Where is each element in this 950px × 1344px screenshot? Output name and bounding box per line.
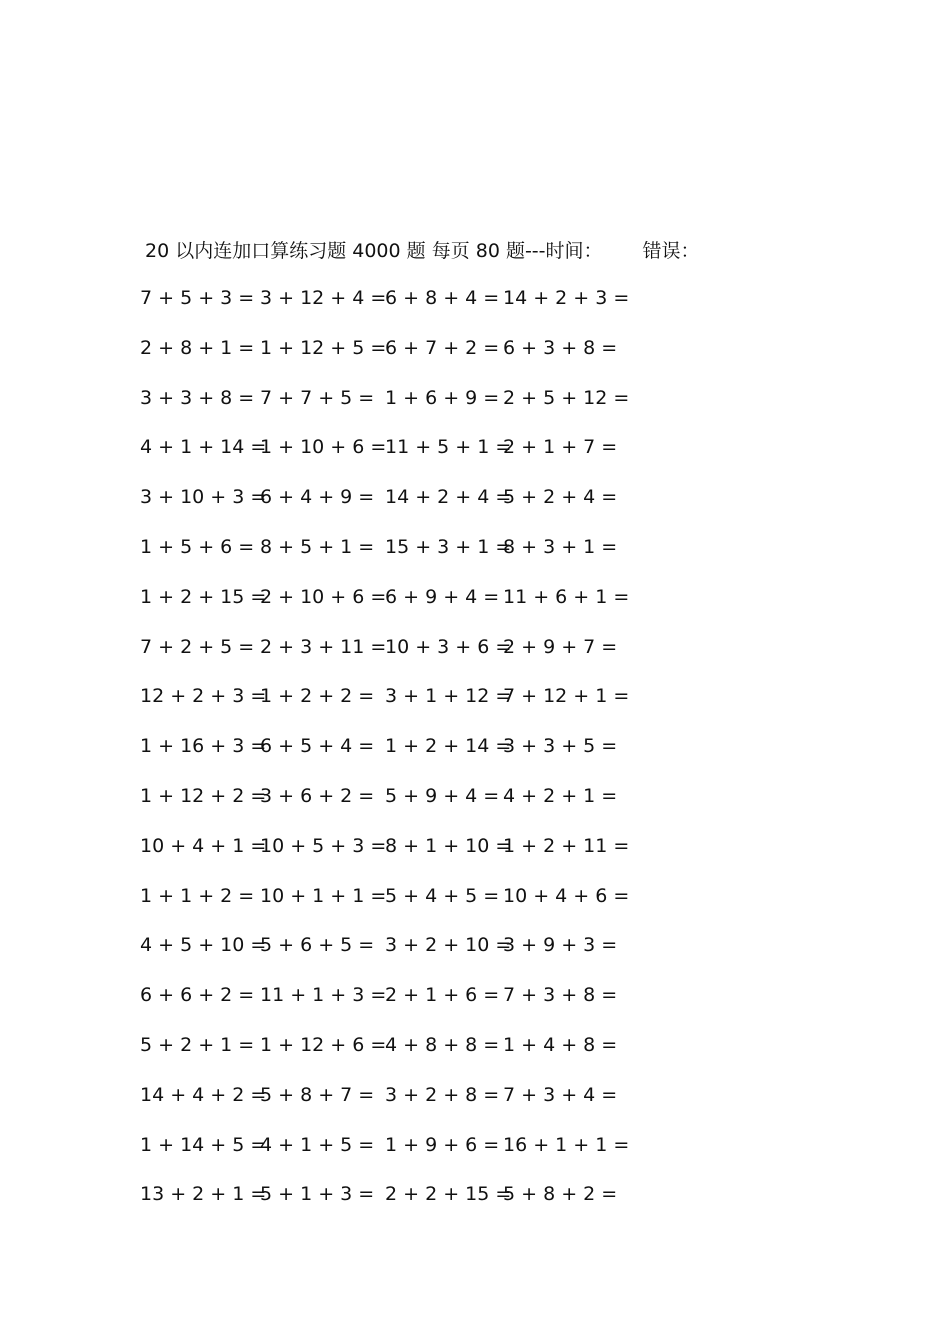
problem-item: 11 + 5 + 1 = [385, 436, 512, 459]
problem-item: 7 + 7 + 5 = [260, 386, 375, 409]
problem-item: 4 + 8 + 8 = [385, 1033, 500, 1056]
problem-item: 1 + 1 + 2 = [140, 884, 255, 907]
problem-item: 2 + 1 + 7 = [503, 436, 618, 459]
problem-item: 6 + 6 + 2 = [140, 984, 255, 1007]
problem-item: 2 + 8 + 1 = [140, 336, 255, 359]
problem-item: 2 + 9 + 7 = [503, 635, 618, 658]
problem-item: 3 + 10 + 3 = [140, 486, 267, 509]
problem-item: 5 + 1 + 3 = [260, 1183, 375, 1206]
problem-item: 8 + 5 + 1 = [260, 535, 375, 558]
problem-item: 5 + 8 + 7 = [260, 1083, 375, 1106]
problem-item: 14 + 4 + 2 = [140, 1083, 267, 1106]
problem-row [140, 285, 640, 335]
problem-row [140, 534, 640, 584]
problem-row [140, 1181, 640, 1231]
problem-item: 11 + 1 + 3 = [260, 984, 387, 1007]
problem-item: 6 + 4 + 9 = [260, 486, 375, 509]
problem-item: 2 + 2 + 15 = [385, 1183, 512, 1206]
problem-item: 1 + 12 + 5 = [260, 336, 387, 359]
problem-item: 10 + 4 + 6 = [503, 884, 630, 907]
problem-item: 4 + 5 + 10 = [140, 934, 267, 957]
problem-row [140, 783, 640, 833]
problem-item: 5 + 9 + 4 = [385, 784, 500, 807]
problem-item: 7 + 3 + 8 = [503, 984, 618, 1007]
problem-item: 7 + 12 + 1 = [503, 685, 630, 708]
problem-item: 8 + 1 + 10 = [385, 834, 512, 857]
problem-item: 16 + 1 + 1 = [503, 1133, 630, 1156]
problem-item: 6 + 8 + 4 = [385, 287, 500, 309]
problem-row [140, 634, 640, 684]
problem-item: 3 + 3 + 8 = [140, 386, 255, 409]
problem-item: 2 + 10 + 6 = [260, 585, 387, 608]
problem-item: 13 + 2 + 1 = [140, 1183, 267, 1206]
problem-item: 7 + 5 + 3 = [140, 287, 255, 309]
problem-item: 6 + 7 + 2 = [385, 336, 500, 359]
worksheet-header [145, 236, 700, 263]
problem-item: 1 + 2 + 2 = [260, 685, 375, 708]
problem-grid [140, 285, 640, 1231]
problem-item: 3 + 9 + 3 = [503, 934, 618, 957]
problem-row [140, 883, 640, 933]
problem-item: 12 + 2 + 3 = [140, 685, 267, 708]
problem-item: 2 + 3 + 11 = [260, 635, 387, 658]
problem-row [140, 385, 640, 435]
problem-item: 1 + 5 + 6 = [140, 535, 255, 558]
errors-label: 错误： [642, 240, 700, 262]
problem-item: 4 + 1 + 14 = [140, 436, 267, 459]
problem-item: 10 + 1 + 1 = [260, 884, 387, 907]
problem-row [140, 932, 640, 982]
problem-item: 15 + 3 + 1 = [385, 535, 512, 558]
problem-row [140, 733, 640, 783]
problem-item: 8 + 3 + 1 = [503, 535, 618, 558]
problem-item: 14 + 2 + 4 = [385, 486, 512, 509]
problem-item: 1 + 10 + 6 = [260, 436, 387, 459]
problem-item: 10 + 5 + 3 = [260, 834, 387, 857]
problem-row [140, 1132, 640, 1182]
problem-item: 5 + 2 + 1 = [140, 1033, 255, 1056]
problem-item: 4 + 2 + 1 = [503, 784, 618, 807]
worksheet-title: 20 以内连加口算练习题 4000 题 每页 80 题---时间： [145, 240, 603, 262]
problem-item: 1 + 12 + 2 = [140, 784, 267, 807]
problem-item: 5 + 6 + 5 = [260, 934, 375, 957]
problem-item: 7 + 2 + 5 = [140, 635, 255, 658]
problem-item: 3 + 2 + 10 = [385, 934, 512, 957]
problem-item: 1 + 12 + 6 = [260, 1033, 387, 1056]
problem-row [140, 982, 640, 1032]
problem-item: 6 + 9 + 4 = [385, 585, 500, 608]
problem-item: 2 + 5 + 12 = [503, 386, 630, 409]
problem-item: 1 + 2 + 11 = [503, 834, 630, 857]
problem-item: 3 + 3 + 5 = [503, 735, 618, 758]
problem-item: 1 + 6 + 9 = [385, 386, 500, 409]
problem-item: 5 + 8 + 2 = [503, 1183, 618, 1206]
problem-item: 1 + 4 + 8 = [503, 1033, 618, 1056]
problem-item: 2 + 1 + 6 = [385, 984, 500, 1007]
problem-item: 3 + 2 + 8 = [385, 1083, 500, 1106]
problem-item: 5 + 2 + 4 = [503, 486, 618, 509]
problem-item: 3 + 12 + 4 = [260, 287, 387, 309]
problem-item: 3 + 6 + 2 = [260, 784, 375, 807]
problem-row [140, 1032, 640, 1082]
problem-row [140, 484, 640, 534]
problem-row [140, 833, 640, 883]
problem-item: 4 + 1 + 5 = [260, 1133, 375, 1156]
problem-item: 6 + 5 + 4 = [260, 735, 375, 758]
problem-item: 1 + 9 + 6 = [385, 1133, 500, 1156]
problem-item: 11 + 6 + 1 = [503, 585, 630, 608]
problem-item: 1 + 16 + 3 = [140, 735, 267, 758]
problem-row [140, 584, 640, 634]
problem-item: 6 + 3 + 8 = [503, 336, 618, 359]
problem-item: 5 + 4 + 5 = [385, 884, 500, 907]
problem-item: 1 + 14 + 5 = [140, 1133, 267, 1156]
problem-row [140, 335, 640, 385]
problem-item: 3 + 1 + 12 = [385, 685, 512, 708]
problem-row [140, 434, 640, 484]
problem-item: 10 + 3 + 6 = [385, 635, 512, 658]
problem-item: 10 + 4 + 1 = [140, 834, 267, 857]
problem-item: 1 + 2 + 15 = [140, 585, 267, 608]
problem-row [140, 1082, 640, 1132]
problem-item: 1 + 2 + 14 = [385, 735, 512, 758]
problem-item: 14 + 2 + 3 = [503, 287, 630, 309]
problem-item: 7 + 3 + 4 = [503, 1083, 618, 1106]
problem-row [140, 683, 640, 733]
